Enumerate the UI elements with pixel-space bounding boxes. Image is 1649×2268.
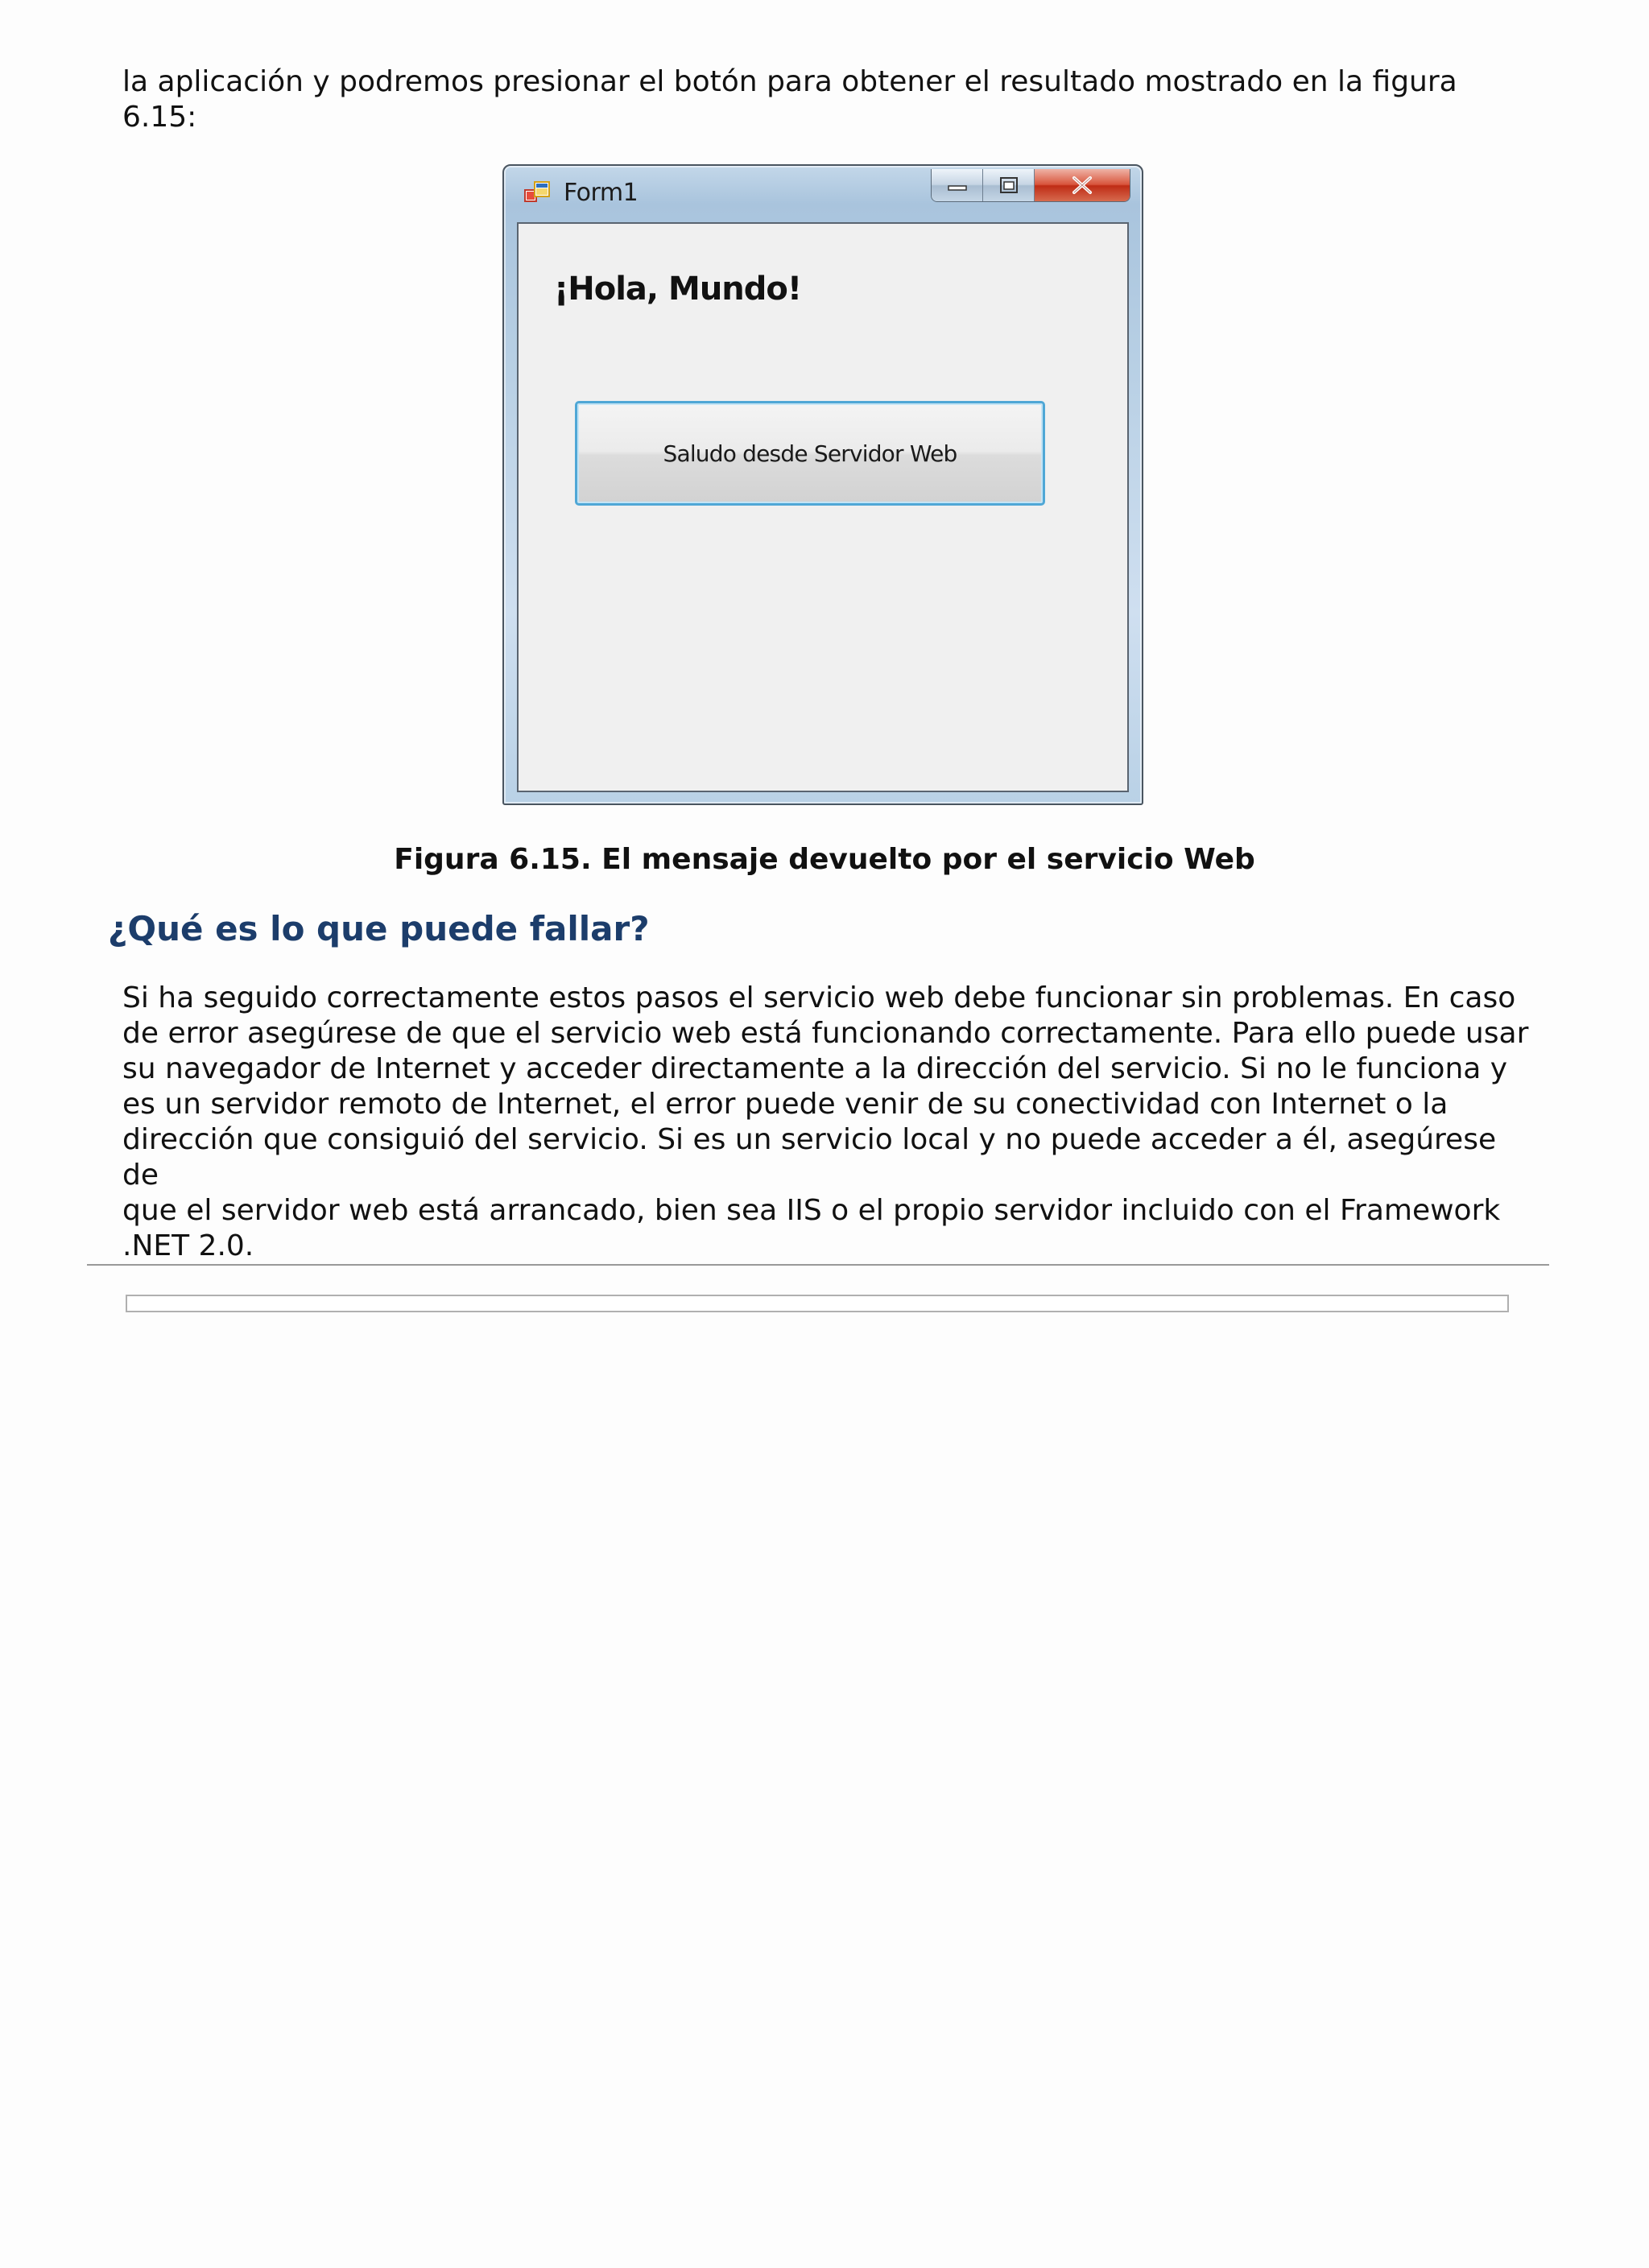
horizontal-divider: [87, 1264, 1549, 1266]
intro-paragraph: la aplicación y podremos presionar el botón para obtener el resultado mostrado en la figura 6.15:: [122, 65, 1457, 134]
saludo-button[interactable]: Saludo desde Servidor Web: [575, 401, 1045, 506]
form1-window-screenshot: [502, 164, 1143, 805]
close-button[interactable]: [1035, 169, 1130, 201]
figure-caption: Figura 6.15. El mensaje devuelto por el servicio Web: [394, 843, 1255, 876]
form-client-area: [517, 222, 1129, 792]
section-heading: ¿Qué es lo que puede fallar?: [108, 909, 650, 948]
maximize-icon: [998, 176, 1019, 194]
app-icon: [523, 180, 551, 208]
window-title: Form1: [564, 179, 639, 207]
body-paragraph: Si ha seguido correctamente estos pasos el servicio web debe funcionar sin problemas. En caso de error asegúrese de que el servicio web está funcionando correctamente. Para ello puede usar su navegador de Internet y acceder directamente a la dirección del servicio. Si no le funciona y es un servidor remoto de Internet, el error puede venir de su conectividad con Internet o la dirección que consiguió del servicio. Si es un servicio local y no puede acceder a él, asegúrese de que el servidor web está arrancado, bien sea IIS o el propio servidor incluido con el Framework .NET 2.0.: [122, 981, 1529, 1262]
empty-bottom-box: [126, 1295, 1509, 1312]
maximize-button[interactable]: [983, 169, 1035, 201]
minimize-button[interactable]: [932, 169, 983, 201]
hola-label: ¡Hola, Mundo!: [554, 271, 802, 308]
window-titlebar: [504, 166, 1142, 221]
minimize-icon: [947, 180, 968, 191]
close-icon: [1070, 176, 1094, 195]
window-controls: [931, 169, 1130, 202]
